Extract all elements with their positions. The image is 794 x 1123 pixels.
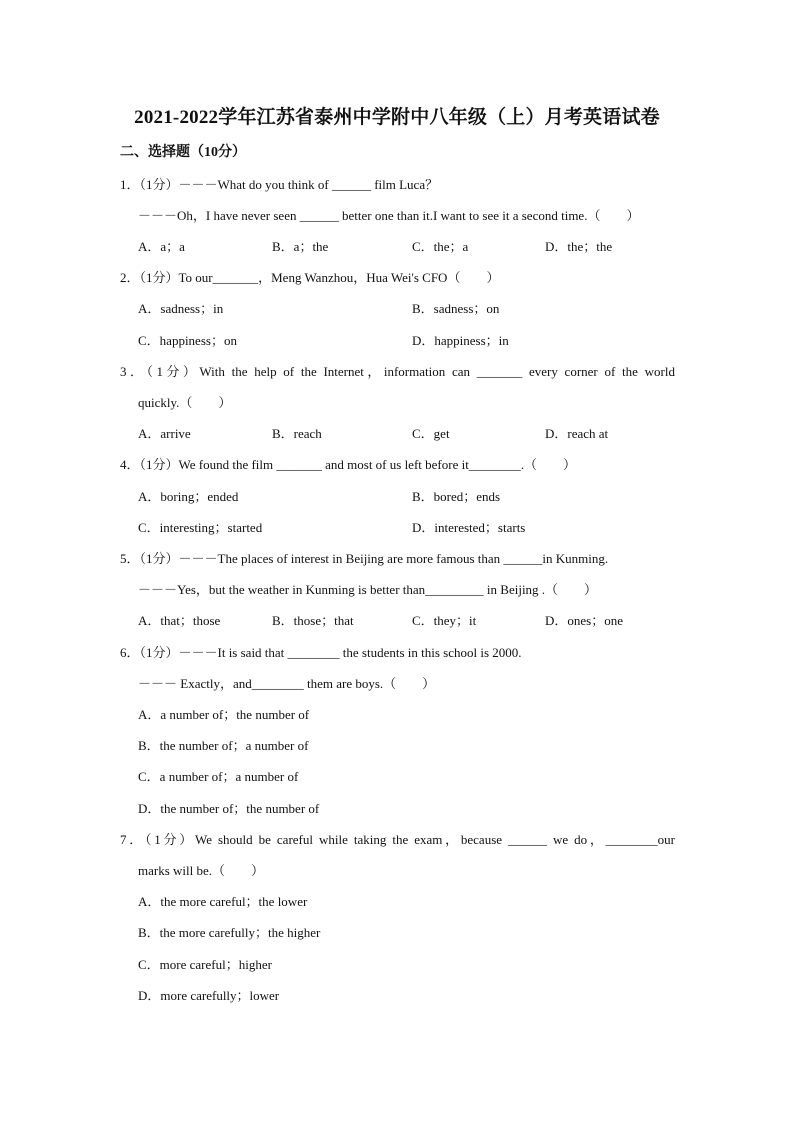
option-b: B．those；that: [272, 613, 354, 628]
question-1-options: [0, 236, 794, 258]
question-6-stem: 6．（1分）－－－It is said that ________ the students in this school is 2000.: [120, 645, 522, 660]
option-d: D．the number of；the number of: [138, 801, 320, 816]
option-d: D．ones；one: [545, 613, 623, 628]
option-d: D．the；the: [545, 239, 613, 254]
question-3-stem-line-2: quickly.（ ）: [138, 395, 232, 410]
option-d: D．more carefully；lower: [138, 988, 280, 1003]
question-3-options: [0, 423, 794, 445]
option-c: C．the；a: [412, 239, 469, 254]
option-b: B．a；the: [272, 239, 329, 254]
option-b: B．reach: [272, 426, 322, 441]
option-d: D．reach at: [545, 426, 609, 441]
section-heading: 二、选择题（10分）: [120, 145, 246, 160]
option-a: A．a number of；the number of: [138, 707, 310, 722]
option-a: A．sadness；in: [138, 301, 224, 316]
option-b: B．bored；ends: [412, 489, 501, 504]
question-7-stem: 7．（1分）We should be careful while taking the exam，because ______ we do，________our: [120, 832, 675, 847]
question-7-stem-line-2: marks will be.（ ）: [138, 863, 265, 878]
page-title: 2021-2022学年江苏省泰州中学附中八年级（上）月考英语试卷: [134, 107, 660, 128]
question-3-stem: 3．（1分）With the help of the Internet，information can _______ every corner of the world: [120, 364, 675, 379]
question-4-options-row-1: [0, 486, 794, 508]
option-a: A．a；a: [138, 239, 185, 254]
question-4-stem: 4．（1分）We found the film _______ and most of us left before it________.（ ）: [120, 457, 577, 472]
option-a: A．that；those: [138, 613, 221, 628]
question-4-options-row-2: [0, 517, 794, 539]
question-5-options: [0, 610, 794, 632]
question-2-options-row-2: [0, 330, 794, 352]
option-a: A．boring；ended: [138, 489, 239, 504]
option-d: D．happiness；in: [412, 333, 509, 348]
option-b: B．sadness；on: [412, 301, 500, 316]
option-d: D．interested；starts: [412, 520, 526, 535]
question-1-stem-line-2: －－－Oh，I have never seen ______ better one than it.I want to see it a second time.（ ）: [138, 208, 640, 223]
option-c: C．happiness；on: [138, 333, 237, 348]
question-6-stem-line-2: －－－ Exactly，and________ them are boys.（ ）: [138, 676, 436, 691]
option-c: C．more careful；higher: [138, 957, 272, 972]
option-b: B．the number of；a number of: [138, 738, 309, 753]
question-5-stem: 5．（1分）－－－The places of interest in Beijing are more famous than ______in Kunming.: [120, 551, 609, 566]
option-b: B．the more carefully；the higher: [138, 925, 321, 940]
question-2-stem: 2．（1分）To our_______，Meng Wanzhou，Hua Wei's CFO（ ）: [120, 270, 500, 285]
option-c: C．they；it: [412, 613, 477, 628]
option-a: A．arrive: [138, 426, 191, 441]
option-a: A．the more careful；the lower: [138, 894, 308, 909]
option-c: C．get: [412, 426, 450, 441]
option-c: C．a number of；a number of: [138, 769, 299, 784]
option-c: C．interesting；started: [138, 520, 263, 535]
question-5-stem-line-2: －－－Yes，but the weather in Kunming is better than_________ in Beijing .（ ）: [138, 582, 598, 597]
question-2-options-row-1: [0, 298, 794, 320]
question-1-stem: 1．（1分）－－－What do you think of ______ film Luca？: [120, 177, 439, 192]
